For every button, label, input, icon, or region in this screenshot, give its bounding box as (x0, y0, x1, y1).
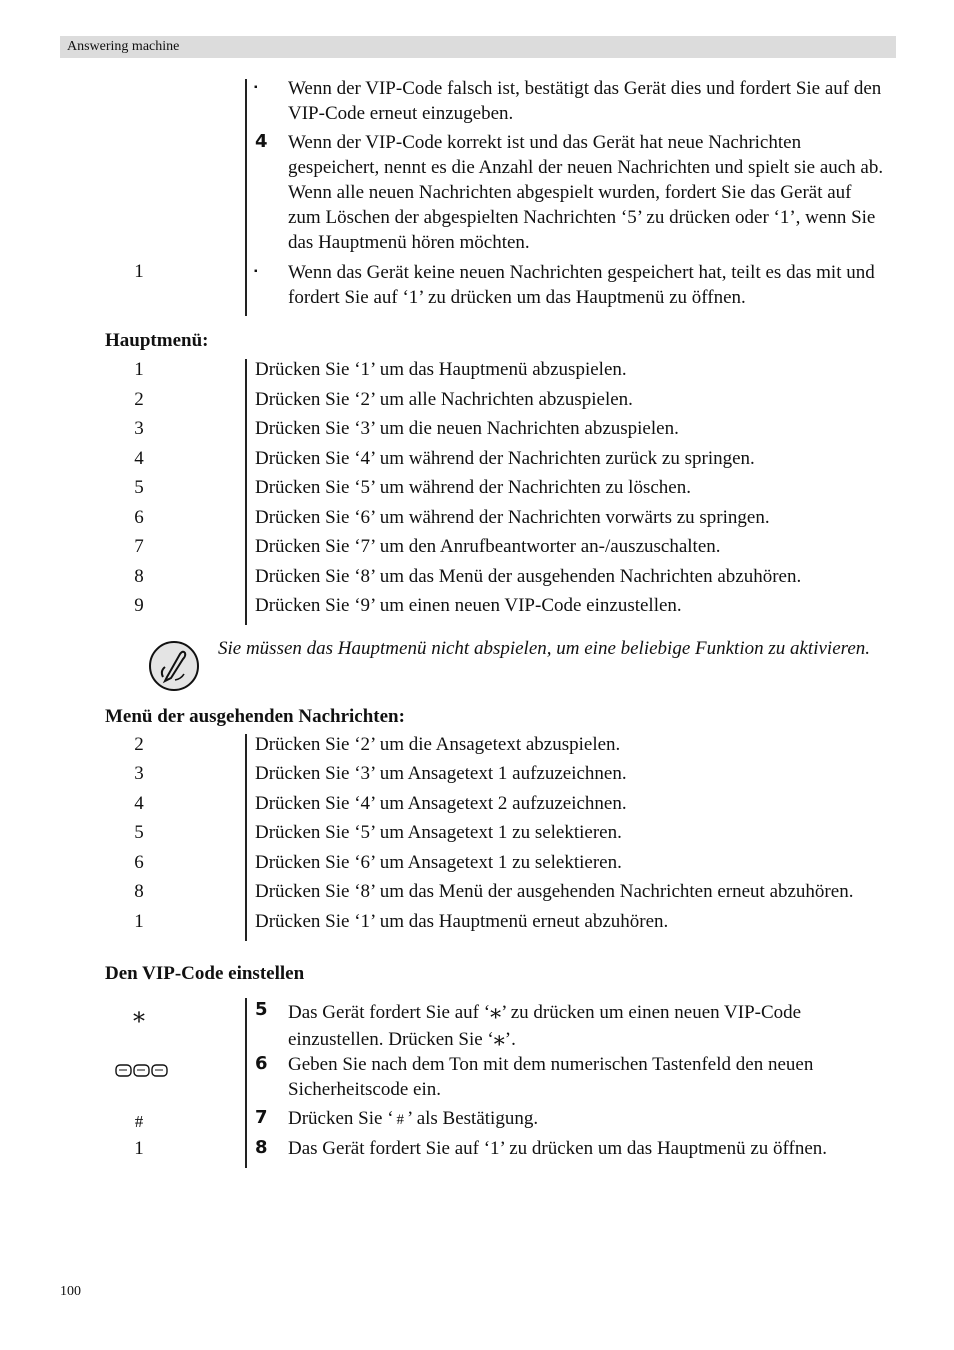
menu-row: Drücken Sie ‘3’ um die neuen Nachrichten abzuspielen. (255, 418, 679, 439)
key-label: 8 (134, 566, 144, 587)
column-divider (245, 359, 247, 625)
menu-row: Drücken Sie ‘8’ um das Menü der ausgehenden Nachrichten erneut abzuhören. (255, 881, 854, 902)
key-label: 7 (134, 536, 144, 557)
key-label: 4 (134, 448, 144, 469)
hash-key-icon: # (134, 1112, 144, 1131)
info-pen-icon (148, 640, 200, 692)
paragraph-correct-code: Wenn der VIP-Code korrekt ist und das Gerät hat neue Nachrichten gespeichert, nennt es die Anzahl der neuen Nachrichten und spielt sie auch ab. Wenn alle neuen Nachrichten abgespielt wurden, fordert Sie das Gerät auf zum Löschen der abgespielten Nachrichten ‘5’ zu drücken oder ‘1’, wenn Sie das Hauptmenü hören möchten. (288, 132, 884, 253)
section-heading-outgoing-menu: Menü der ausgehenden Nachrichten: (105, 706, 405, 727)
step-number: 5 (255, 999, 268, 1020)
info-note: Sie müssen das Hauptmenü nicht abspielen, um eine beliebige Funktion zu aktivieren. (218, 638, 871, 659)
menu-row: Drücken Sie ‘5’ um während der Nachrichten zu löschen. (255, 477, 691, 498)
section-heading-vip-code: Den VIP-Code einstellen (105, 963, 305, 984)
menu-row: Drücken Sie ‘5’ um Ansagetext 1 zu selektieren. (255, 822, 622, 843)
menu-row: Drücken Sie ‘4’ um während der Nachrichten zurück zu springen. (255, 448, 755, 469)
key-label: 3 (134, 418, 144, 439)
menu-row: Drücken Sie ‘1’ um das Hauptmenü erneut abzuhören. (255, 911, 669, 932)
key-label: 6 (134, 507, 144, 528)
key-label: 1 (134, 1138, 144, 1159)
star-key-icon: ⁎ (493, 1025, 505, 1050)
key-label: 1 (134, 261, 144, 282)
menu-row: Drücken Sie ‘8’ um das Menü der ausgehenden Nachrichten abzuhören. (255, 566, 802, 587)
menu-row: Drücken Sie ‘9’ um einen neuen VIP-Code einzustellen. (255, 595, 682, 616)
paragraph-wrong-code: Wenn der VIP-Code falsch ist, bestätigt das Gerät dies und fordert Sie auf den VIP-Code erneut einzugeben. (288, 78, 882, 124)
bullet-icon: ▪ (254, 266, 258, 277)
step-text-part: ’. (504, 1029, 516, 1050)
step-text-part: Drücken Sie ‘ (288, 1108, 394, 1129)
key-label: 4 (134, 793, 144, 814)
star-key-icon: ⁎ (490, 998, 502, 1023)
paragraph-no-messages: Wenn das Gerät keine neuen Nachrichten gespeichert hat, teilt es das mit und fordert Sie auf ‘1’ zu drücken um das Hauptmenü zu öffnen. (288, 262, 875, 308)
menu-row: Drücken Sie ‘7’ um den Anrufbeantworter an-/auszuschalten. (255, 536, 721, 557)
page-number: 100 (60, 1284, 81, 1299)
column-divider (245, 734, 247, 941)
step-text (288, 998, 888, 1052)
step-number: 8 (255, 1137, 268, 1158)
menu-row: Drücken Sie ‘6’ um Ansagetext 1 zu selektieren. (255, 852, 622, 873)
menu-row: Drücken Sie ‘3’ um Ansagetext 1 aufzuzeichnen. (255, 763, 627, 784)
running-header (60, 36, 896, 58)
keypad-icon (115, 1064, 168, 1077)
key-label: 2 (134, 389, 144, 410)
key-label: 6 (134, 852, 144, 873)
menu-row: Drücken Sie ‘4’ um Ansagetext 2 aufzuzeichnen. (255, 793, 627, 814)
step-number: 7 (255, 1107, 268, 1128)
key-label: 2 (134, 734, 144, 755)
menu-row: Drücken Sie ‘2’ um die Ansagetext abzuspielen. (255, 734, 621, 755)
step-text (288, 1106, 888, 1133)
hash-key-icon: # (396, 1112, 405, 1128)
step-text-part: Das Gerät fordert Sie auf ‘ (288, 1002, 491, 1023)
star-key-icon: ⁎ (133, 1002, 145, 1028)
key-label: 9 (134, 595, 144, 616)
key-label: 1 (134, 911, 144, 932)
step-text: Das Gerät fordert Sie auf ‘1’ zu drücken um das Hauptmenü zu öffnen. (288, 1138, 828, 1159)
menu-row: Drücken Sie ‘6’ um während der Nachrichten vorwärts zu springen. (255, 507, 770, 528)
menu-row: Drücken Sie ‘2’ um alle Nachrichten abzuspielen. (255, 389, 633, 410)
step-text-part: ’ als Bestätigung. (407, 1108, 539, 1129)
column-divider (245, 79, 247, 316)
running-header-title: Answering machine (67, 39, 180, 54)
step-number: 4 (255, 131, 268, 152)
key-label: 5 (134, 477, 144, 498)
key-label: 3 (134, 763, 144, 784)
column-divider (245, 998, 247, 1168)
bullet-icon: ▪ (254, 82, 258, 93)
key-label: 8 (134, 881, 144, 902)
step-text-part: ’ zu drücken um einen neuen VIP-Code einzustellen. Drücken Sie ‘ (288, 1002, 802, 1050)
menu-row: Drücken Sie ‘1’ um das Hauptmenü abzuspielen. (255, 359, 627, 380)
key-label: 1 (134, 359, 144, 380)
section-heading-main-menu: Hauptmenü: (105, 330, 209, 351)
key-label: 5 (134, 822, 144, 843)
step-text: Geben Sie nach dem Ton mit dem numerischen Tastenfeld den neuen Sicherheitscode ein. (288, 1054, 814, 1100)
step-number: 6 (255, 1053, 268, 1074)
